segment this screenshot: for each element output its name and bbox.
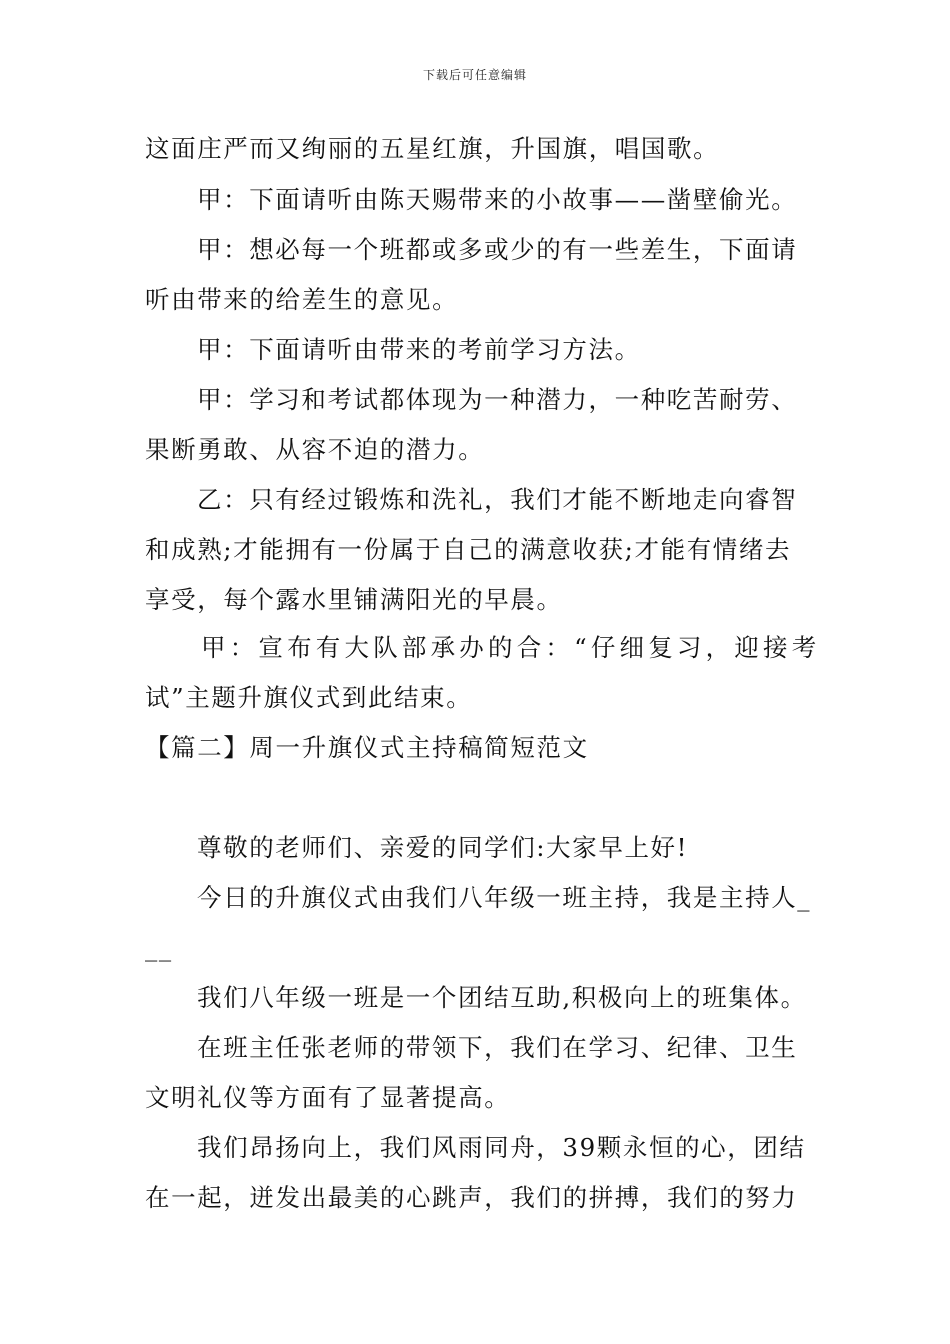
paragraph-line: 今日的升旗仪式由我们八年级一班主持，我是主持人_ <box>197 883 812 912</box>
paragraph-line: __ <box>145 933 173 962</box>
paragraph-line: 在一起，迸发出最美的心跳声，我们的拼搏，我们的努力 <box>145 1183 798 1212</box>
paragraph-line: 甲：下面请听由带来的考前学习方法。 <box>197 335 641 364</box>
paragraph-line: 我们八年级一班是一个团结互助,积极向上的班集体。 <box>197 983 807 1012</box>
paragraph-line: 乙：只有经过锻炼和洗礼，我们才能不断地走向睿智 <box>197 485 798 514</box>
paragraph-line: 甲：下面请听由陈天赐带来的小故事——凿壁偷光。 <box>197 185 798 214</box>
paragraph-line: 果断勇敢、从容不迫的潜力。 <box>145 435 485 464</box>
paragraph-line: 甲：想必每一个班都或多或少的有一些差生，下面请 <box>197 235 798 264</box>
paragraph-line: 尊敬的老师们、亲爱的同学们:大家早上好! <box>197 833 689 862</box>
paragraph-line: 在班主任张老师的带领下，我们在学习、纪律、卫生 <box>197 1033 798 1062</box>
paragraph-line: 试”主题升旗仪式到此结束。 <box>145 683 473 712</box>
paragraph-line: 甲：宣布有大队部承办的合：“仔细复习，迎接考 <box>201 633 821 662</box>
paragraph-line: 甲：学习和考试都体现为一种潜力，一种吃苦耐劳、 <box>197 385 798 414</box>
page-header-note: 下载后可任意编辑 <box>422 68 527 82</box>
paragraph-line: 听由带来的给差生的意见。 <box>145 285 459 314</box>
paragraph-line: 我们昂扬向上，我们风雨同舟，39颗永恒的心，团结 <box>197 1133 806 1162</box>
paragraph-line: 享受，每个露水里铺满阳光的早晨。 <box>145 585 563 614</box>
paragraph-line: 和成熟;才能拥有一份属于自己的满意收获;才能有情绪去 <box>145 535 792 564</box>
paragraph-line: 文明礼仪等方面有了显著提高。 <box>145 1083 511 1112</box>
paragraph-line: 这面庄严而又绚丽的五星红旗，升国旗，唱国歌。 <box>145 134 720 163</box>
section-heading: 【篇二】周一升旗仪式主持稿简短范文 <box>145 733 589 762</box>
